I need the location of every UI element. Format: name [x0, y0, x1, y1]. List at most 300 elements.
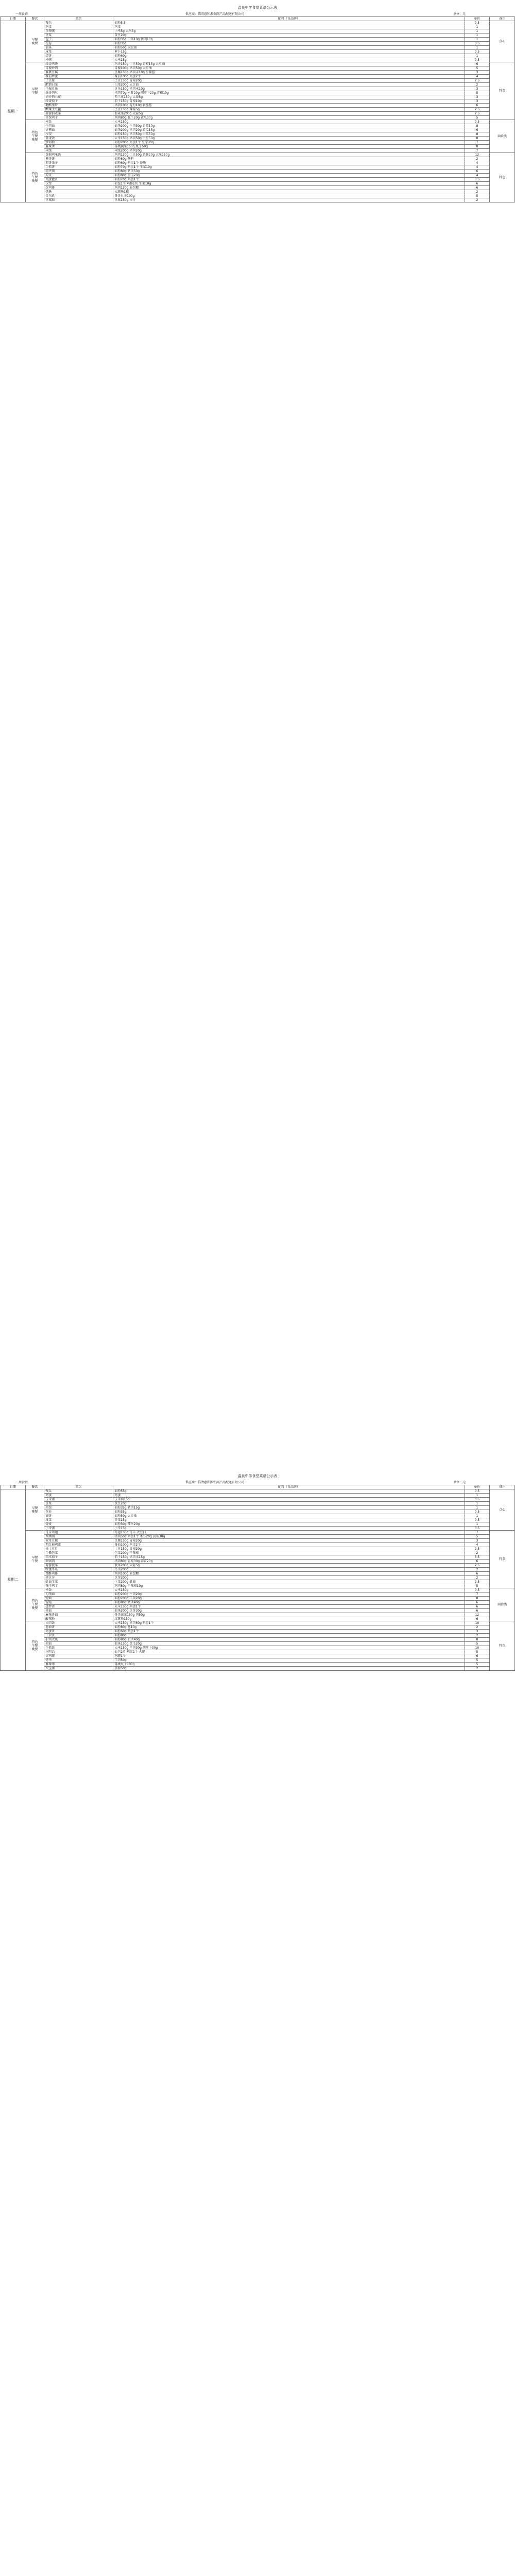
price-cell: 2 [465, 190, 490, 194]
price-cell: 2 [465, 1667, 490, 1671]
price-cell: 6 [465, 1560, 490, 1564]
price-cell: 1 [465, 1494, 490, 1498]
table-row [1, 1658, 515, 1663]
header-row [1, 17, 515, 21]
price-cell: 1 [465, 1522, 490, 1527]
ingredients-cell: 小米15g [113, 1527, 465, 1531]
dish-cell: 辣子鸡丁 [44, 1584, 113, 1588]
price-cell: 0.5 [465, 21, 490, 25]
price-cell: 5 [465, 66, 490, 71]
dish-cell: 炸酱面 [44, 128, 113, 132]
table-row [1, 1621, 515, 1625]
dish-cell: 蛋炒饭 [44, 1605, 113, 1609]
price-cell: 8 [465, 1597, 490, 1601]
table-row [1, 1527, 515, 1531]
column-header-dish: 菜名 [44, 17, 113, 21]
dish-cell: 鸡蛋 [44, 1494, 113, 1498]
price-cell: 6 [465, 1609, 490, 1613]
meal-cell: 特色 午餐 晚餐 [25, 1588, 44, 1621]
price-cell: 6 [465, 104, 490, 108]
table-row [1, 145, 515, 149]
dish-cell: 炸鸡腿 [44, 1654, 113, 1658]
price-cell: 1 [465, 46, 490, 50]
dish-cell: 番茄炒蛋 [44, 75, 113, 79]
dish-cell: 水饺 [44, 132, 113, 137]
table-row [1, 178, 515, 182]
dish-cell: 花卷 [44, 42, 113, 46]
ingredients-cell: 大米15g [113, 58, 465, 62]
table-row [1, 42, 515, 46]
dish-cell: 煎饼果子 [44, 161, 113, 165]
dish-cell: 鱼香肉丝 [44, 91, 113, 95]
header-row [1, 1485, 515, 1489]
dish-cell: 咸菜 [44, 1518, 113, 1522]
price-cell: 5 [465, 1650, 490, 1654]
dish-cell: 蒜蓉菠菜 [44, 1564, 113, 1568]
dish-cell: 红烧茄子 [44, 99, 113, 104]
dish-cell: 肉夹馍 [44, 170, 113, 174]
table-row [1, 1654, 515, 1658]
ingredients-cell: 猪肉70g 木耳20g 胡萝卜20g 青椒10g [113, 91, 465, 95]
price-cell: 2.5 [465, 112, 490, 116]
price-cell: 10 [465, 1621, 490, 1625]
price-cell: 7 [465, 1531, 490, 1535]
column-header-remark: 备注 [490, 1485, 515, 1489]
remark-cell: 特菜 [490, 1531, 515, 1588]
table-row [1, 1572, 515, 1576]
table-row [1, 124, 515, 128]
price-cell: 1 [465, 25, 490, 29]
ingredients-cell: 土豆150g 青椒20g [113, 1547, 465, 1551]
ingredients-cell: 红薯粉150g [113, 1617, 465, 1621]
ingredients-cell: 生菜200g 蚝油 [113, 1580, 465, 1584]
ingredients-cell: 包菜200g 干辣椒 [113, 1551, 465, 1555]
dish-cell: 油饼 [44, 1514, 113, 1518]
dish-cell: 花卷 [44, 1510, 113, 1514]
day-cell: 星期一 [1, 21, 26, 202]
price-cell: 12 [465, 1613, 490, 1617]
ingredients-cell: 面粉60g [113, 54, 465, 58]
remark-cell: 面食类 [490, 120, 515, 153]
table-row [1, 194, 515, 198]
table-row [1, 186, 515, 190]
ingredients-cell: 鸡肉120g 土豆50g 香菇20g 大米150g [113, 153, 465, 157]
column-header-remark: 备注 [490, 17, 515, 21]
price-cell: 4 [465, 174, 490, 178]
column-header-meal: 餐次 [25, 1485, 44, 1489]
ingredients-cell: 玉米面15g [113, 1498, 465, 1502]
table-row [1, 157, 515, 161]
table-row [1, 120, 515, 124]
dish-cell: 豆浆 [44, 33, 113, 38]
column-header-date: 日期 [1, 17, 26, 21]
table-row [1, 1592, 515, 1597]
table-row [1, 132, 515, 137]
dish-cell: 馒头 [44, 21, 113, 25]
ingredients-cell: 面粉35g [113, 1510, 465, 1514]
table-row [1, 91, 515, 95]
price-cell: 5 [465, 1535, 490, 1539]
remark-cell: 特色 [490, 1621, 515, 1671]
price-cell: 0.5 [465, 1588, 490, 1592]
price-cell: 5 [465, 194, 490, 198]
price-cell: 6 [465, 128, 490, 132]
dish-cell: 炒土豆片 [44, 1547, 113, 1551]
dish-cell: 米粥 [44, 58, 113, 62]
dish-cell: 手撕包菜 [44, 1551, 113, 1555]
price-cell: 0.5 [465, 42, 490, 46]
price-cell: 8 [465, 1638, 490, 1642]
dish-cell: 蚝油生菜 [44, 1580, 113, 1584]
section-title: 温泉中学食堂菜谱公示表 [237, 6, 278, 10]
ingredients-cell: 鸡蛋 [113, 25, 465, 29]
remark-cell: 面食类 [490, 1588, 515, 1621]
price-cell: 2 [465, 1576, 490, 1580]
table-row [1, 33, 515, 38]
ingredients-cell: 鸡肉100g 面包糠 [113, 1572, 465, 1576]
price-cell: 0.5 [465, 58, 490, 62]
ingredients-cell: 大米150g 羊肉30g 胡萝卜30g [113, 1646, 465, 1650]
table-row [1, 128, 515, 132]
ingredients-cell: 面条200g 牛肉30g 青菜10g [113, 124, 465, 128]
ingredients-cell: 面粉70g 鸡蛋1个 [113, 178, 465, 182]
price-cell: 3 [465, 95, 490, 99]
ingredients-cell: 菠菜200g 大蒜5g [113, 1564, 465, 1568]
dish-cell: 酸辣粉 [44, 1617, 113, 1621]
dish-cell: 小米粥 [44, 1527, 113, 1531]
ingredients-cell: 面粉80g 猪肉40g [113, 1601, 465, 1605]
table-row [1, 46, 515, 50]
price-cell: 6 [465, 1601, 490, 1605]
ingredients-cell: 萝卜15g [113, 50, 465, 54]
ingredients-cell: 大米150g 鸡蛋1个 [113, 1605, 465, 1609]
table-row [1, 1646, 515, 1650]
remark-cell: 点心 [490, 21, 515, 62]
price-cell: 2 [465, 1568, 490, 1572]
ingredients-cell: 白菜200g 大豆油 [113, 83, 465, 87]
table-row [1, 1498, 515, 1502]
dish-cell: 烤肠 [44, 190, 113, 194]
dish-cell: 木须肉 [44, 1535, 113, 1539]
price-cell: 0.5 [465, 1527, 490, 1531]
dish-cell: 西红柿鸡蛋 [44, 1543, 113, 1547]
ingredients-cell: 豆腐150g 猪肉末10g 豆瓣酱 [113, 71, 465, 75]
price-cell: 2 [465, 83, 490, 87]
dish-cell: 鸡蛋灌饼 [44, 178, 113, 182]
ingredients-cell: 豆腐150g 青椒20g [113, 1539, 465, 1543]
price-cell: 8 [465, 132, 490, 137]
table-row [1, 1568, 515, 1572]
unit-label: 单位：元 [453, 12, 466, 16]
table-row [1, 1502, 515, 1506]
dish-cell: 米饭 [44, 1588, 113, 1592]
table-row [1, 182, 515, 186]
table-row [1, 87, 515, 91]
dish-cell: 红烧冬瓜 [44, 1568, 113, 1572]
unit-label: 单位：元 [453, 1481, 466, 1484]
table-row [1, 54, 515, 58]
ingredients-cell: 面粉80g 黄瓜20g [113, 174, 465, 178]
price-cell: 1 [465, 1506, 490, 1510]
column-header-meal: 餐次 [25, 17, 44, 21]
price-cell: 3.5 [465, 1555, 490, 1560]
ingredients-cell: 大米150g [113, 120, 465, 124]
price-cell: 12 [465, 153, 490, 157]
dish-cell: 干煸豆角 [44, 87, 113, 91]
dish-cell: 青椒炒肉 [44, 66, 113, 71]
price-cell: 5 [465, 1658, 490, 1663]
ingredients-cell: 猪肉50g 鸡蛋1个 木耳20g 黄瓜30g [113, 1535, 465, 1539]
table-row [1, 1663, 515, 1667]
menu-table [0, 1485, 515, 1671]
week-label: 一周食谱 [15, 1481, 28, 1484]
column-header-price: 单价 [465, 17, 490, 21]
dish-cell: 酸辣土豆丝 [44, 108, 113, 112]
price-cell: 7 [465, 1592, 490, 1597]
ingredients-cell: 面条200g 猪肉20g 黄瓜15g [113, 128, 465, 132]
price-cell: 6 [465, 1572, 490, 1576]
dish-cell: 麻辣香锅 [44, 1613, 113, 1617]
table-row [1, 75, 515, 79]
dish-cell: 刀削面 [44, 1592, 113, 1597]
dish-cell: 麻婆豆腐 [44, 71, 113, 75]
dish-cell: 千层饼 [44, 1634, 113, 1638]
dish-cell: 可乐鸡翅 [44, 1531, 113, 1535]
table-row [1, 174, 515, 178]
price-cell: 2.5 [465, 1580, 490, 1584]
ingredients-cell: 猪肉100g 淀粉10g 番茄酱 [113, 104, 465, 108]
price-cell: 2 [465, 1551, 490, 1555]
ingredients-cell: 各类蔬菜150g 丸子50g [113, 145, 465, 149]
price-cell: 0.5 [465, 1498, 490, 1502]
dish-cell: 凉皮 [44, 174, 113, 178]
table-row [1, 198, 515, 202]
table-row [1, 79, 515, 83]
ingredients-cell: 面粉200g 牛肉20g [113, 1592, 465, 1597]
table-row [1, 83, 515, 87]
dish-cell: 馄饨 [44, 1601, 113, 1605]
dish-cell: 麻辣烫 [44, 145, 113, 149]
dish-cell: 黄焖鸡米饭 [44, 153, 113, 157]
price-cell: 6 [465, 62, 490, 66]
dish-cell: 米线 [44, 149, 113, 153]
table-row [1, 1597, 515, 1601]
ingredients-cell: 番茄100g 鸡蛋2个 [113, 75, 465, 79]
table-row [1, 137, 515, 141]
ingredients-cell: 面粉50g 大豆油 [113, 46, 465, 50]
price-cell: 4 [465, 1543, 490, 1547]
meal-cell: 早餐 午餐 [25, 62, 44, 120]
ingredients-cell: 面包1个 鸡排1块 生菜10g [113, 182, 465, 186]
price-cell: 3 [465, 1630, 490, 1634]
dish-cell: 卤肉饭 [44, 1621, 113, 1625]
table-row [1, 1667, 515, 1671]
table-row [1, 1584, 515, 1588]
table-row [1, 25, 515, 29]
ingredients-cell: 大米150g 猪肉50g 土豆50g [113, 137, 465, 141]
dish-cell: 酱香饼 [44, 157, 113, 161]
ingredients-cell: 茄子150g 猪肉末15g [113, 1555, 465, 1560]
dish-cell: 牛肉面 [44, 124, 113, 128]
ingredients-cell: 面粉80g 猪肉50g [113, 170, 465, 174]
dish-cell: 烩面 [44, 1597, 113, 1601]
ingredients-cell: 鸡肉80g 干辣椒10g [113, 1584, 465, 1588]
ingredients-cell: 土豆150g 辣椒5g [113, 108, 465, 112]
ingredients-cell: 面粉50g 大豆油 [113, 1514, 465, 1518]
table-row [1, 1617, 515, 1621]
ingredients-cell: 各类丸子100g [113, 194, 465, 198]
table-row [1, 1638, 515, 1642]
dish-cell: 三明治 [44, 1650, 113, 1654]
ingredients-cell: 面粉80g 驴肉40g [113, 1638, 465, 1642]
price-cell: 6 [465, 182, 490, 186]
price-cell: 6 [465, 186, 490, 190]
meal-cell: 早餐 晚餐 [25, 1489, 44, 1531]
ingredients-cell: 面粉35g [113, 42, 465, 46]
table-row [1, 1634, 515, 1638]
table-row [1, 38, 515, 42]
dish-cell: 汉堡 [44, 182, 113, 186]
price-cell: 5 [465, 91, 490, 95]
price-cell: 3 [465, 87, 490, 91]
dish-cell: 肉包 [44, 1506, 113, 1510]
table-row [1, 1551, 515, 1555]
dish-cell: 土豆丝 [44, 79, 113, 83]
price-cell: 5 [465, 1642, 490, 1646]
price-cell: 1 [465, 33, 490, 38]
ingredients-cell: 面粉70g 鸡蛋1个 生菜10g [113, 165, 465, 170]
table-row [1, 1625, 515, 1630]
dish-cell: 油条 [44, 46, 113, 50]
ingredients-cell: 各类丸子100g [113, 1663, 465, 1667]
ingredients-cell: 面粉5.5 [113, 21, 465, 25]
dish-cell: 杂粮粥 [44, 29, 113, 33]
table-row [1, 161, 515, 165]
price-cell: 8 [465, 145, 490, 149]
ingredients-cell: 鸡蛋 [113, 1494, 465, 1498]
ingredients-cell: 面粉35g 白菜10g 猪肉10g [113, 38, 465, 42]
table-row [1, 112, 515, 116]
price-cell: 2.5 [465, 108, 490, 112]
price-cell: 2 [465, 198, 490, 202]
dish-cell: 凉面 [44, 1642, 113, 1646]
price-cell: 2 [465, 1625, 490, 1630]
week-label: 一周食谱 [15, 12, 28, 16]
price-cell: 2 [465, 157, 490, 161]
dish-cell: 馒头 [44, 1489, 113, 1494]
table-row [1, 1642, 515, 1646]
ingredients-cell: 河粉200g 鸡蛋1个 豆芽30g [113, 141, 465, 145]
ingredients-cell: 鸡翅150g 可乐 大豆油 [113, 1531, 465, 1535]
dish-cell: 手抓饭 [44, 1646, 113, 1650]
price-cell: 1 [465, 38, 490, 42]
ingredients-cell: 茄子150g 青椒10g [113, 99, 465, 104]
dish-cell: 宫保鸡丁 [44, 116, 113, 120]
ingredients-cell: 青椒100g 猪肉50g 大豆油 [113, 66, 465, 71]
dish-cell: 豆腐脑 [44, 198, 113, 202]
table-row [1, 71, 515, 75]
dish-cell: 红烧鸡块 [44, 62, 113, 66]
dish-cell: 豆浆 [44, 1502, 113, 1506]
meal-cell: 特色 午餐 晚餐 [25, 120, 44, 153]
table-row [1, 1630, 515, 1634]
price-cell: 7 [465, 141, 490, 145]
ingredients-cell: 面粉150g 猪肉50g 白菜50g [113, 132, 465, 137]
table-row [1, 1543, 515, 1547]
ingredients-cell: 面粉80g 酱料 [113, 157, 465, 161]
price-cell: 2.5 [465, 1547, 490, 1551]
column-header-date: 日期 [1, 1485, 26, 1489]
dish-cell: 蒜蓉油麦菜 [44, 112, 113, 116]
table-row [1, 1535, 515, 1539]
price-cell: 0.5 [465, 50, 490, 54]
price-cell: 6 [465, 1617, 490, 1621]
ingredients-cell: 豆芽200g [113, 1576, 465, 1580]
table-row [1, 1518, 515, 1522]
table-row [1, 58, 515, 62]
price-cell: 2.5 [465, 1564, 490, 1568]
meal-cell: 特色 午餐 晚餐 [25, 1621, 44, 1671]
ingredients-cell: 面条150g 黄瓜20g [113, 1642, 465, 1646]
price-cell: 1 [465, 1514, 490, 1518]
ingredients-cell: 面粉35g 猪肉15g [113, 1506, 465, 1510]
column-header-price: 单价 [465, 1485, 490, 1489]
dish-cell: 鸡蛋饼 [44, 1630, 113, 1634]
column-header-ingredients: 配料（含品牌） [113, 17, 465, 21]
ingredients-cell: 羊肉50g [113, 1658, 465, 1663]
dish-cell: 八宝粥 [44, 1667, 113, 1671]
price-cell: 3 [465, 99, 490, 104]
ingredients-cell: 油麦菜200g 大蒜5g [113, 112, 465, 116]
ingredients-cell: 火腿肠1根 [113, 190, 465, 194]
table-row [1, 1580, 515, 1584]
dish-cell: 回锅肉 [44, 1560, 113, 1564]
price-cell: 10 [465, 1646, 490, 1650]
ingredients-cell: 面粉80g [113, 1634, 465, 1638]
table-row [1, 1613, 515, 1617]
price-cell: 6 [465, 1605, 490, 1609]
ingredients-cell: 大米150g [113, 1588, 465, 1592]
ingredients-cell: 各类蔬菜150g 肉50g [113, 1613, 465, 1617]
table-row [1, 153, 515, 157]
dish-cell: 烧麦 [44, 1522, 113, 1527]
dish-cell: 手抓饼 [44, 165, 113, 170]
ingredients-cell: 番茄100g 鸡蛋2个 [113, 1543, 465, 1547]
table-row [1, 104, 515, 108]
table-row [1, 1560, 515, 1564]
price-cell: 3 [465, 1539, 490, 1543]
ingredients-cell: 芥菜15g [113, 1518, 465, 1522]
column-header-dish: 菜名 [44, 1485, 113, 1489]
dish-cell: 葱油饼 [44, 1625, 113, 1630]
table-row [1, 1506, 515, 1510]
remark-cell: 特色 [490, 153, 515, 202]
price-cell: 0.5 [465, 1518, 490, 1522]
table-row [1, 99, 515, 104]
dish-cell: 玉米粥 [44, 1498, 113, 1502]
dish-cell: 咸菜 [44, 50, 113, 54]
price-cell: 8 [465, 124, 490, 128]
table-row [1, 1564, 515, 1568]
remark-cell: 点心 [490, 1489, 515, 1531]
table-row [1, 1547, 515, 1551]
dish-cell: 醋溜白菜 [44, 83, 113, 87]
dish-cell: 关东煮 [44, 194, 113, 198]
table-row [1, 190, 515, 194]
ingredients-cell: 鸡肉80g 花生20g 黄瓜30g [113, 116, 465, 120]
price-cell: 3 [465, 71, 490, 75]
table-row [1, 62, 515, 66]
